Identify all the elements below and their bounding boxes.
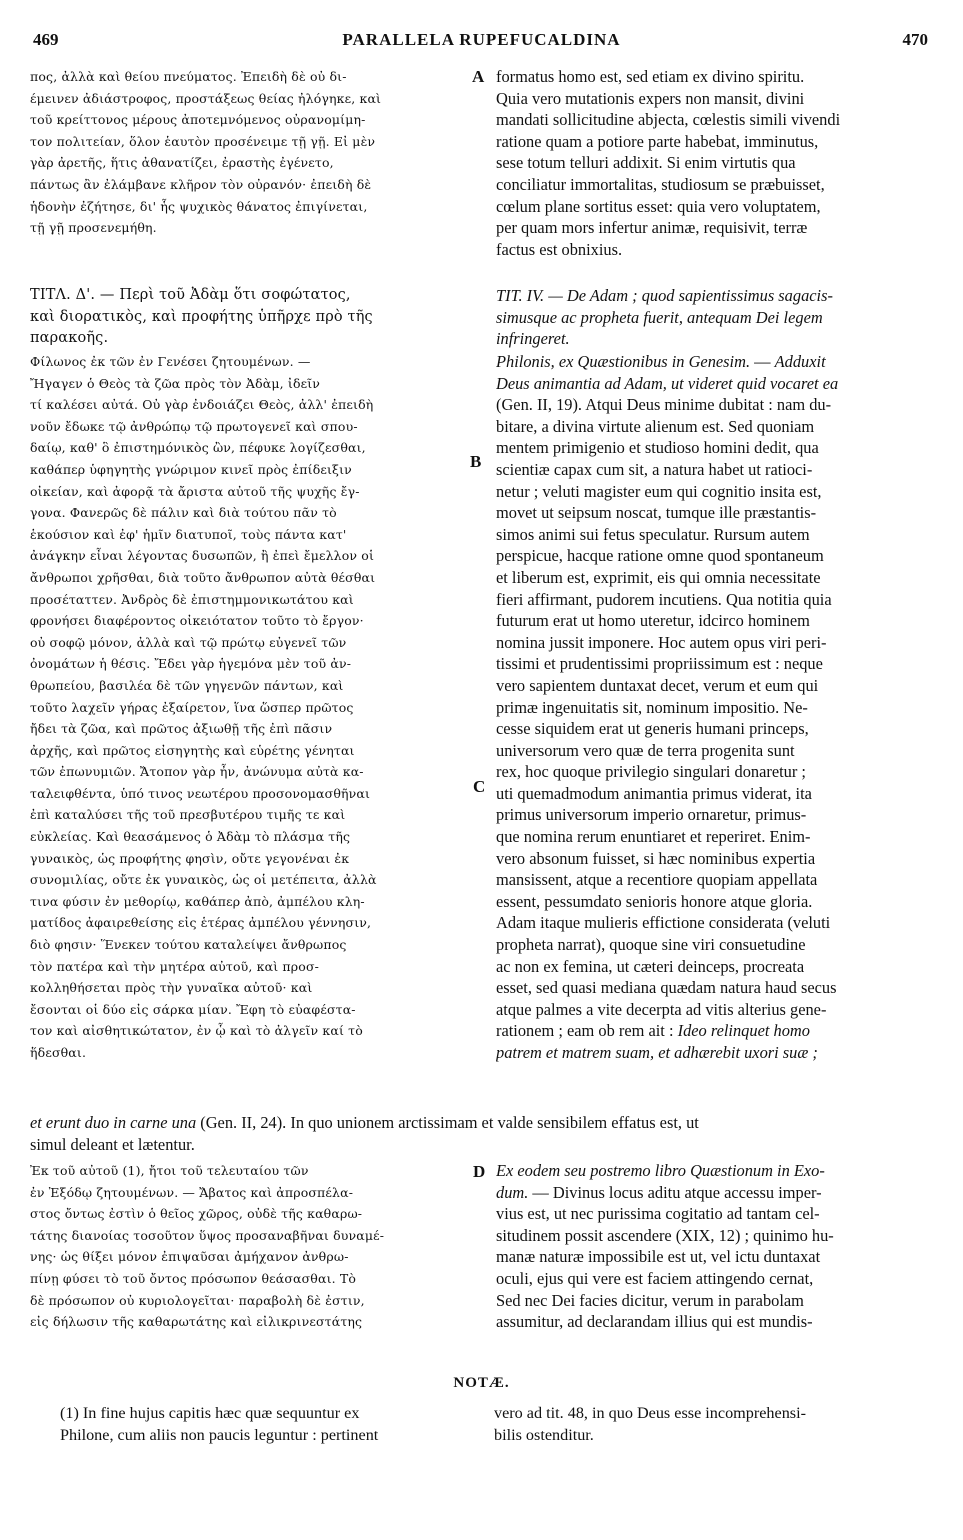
- text-line: Adam itaque mulieris effictione considerata (veluti: [496, 913, 831, 933]
- text-line: primæ ingenuitatis sit, nominum impositio. Ne-: [496, 697, 808, 717]
- text-line: συνομιλίας, οὔτε ἐκ γυναικὸς, ὡς οἱ μετέπειτα, ἀλλὰ: [30, 872, 377, 888]
- text-line: perspicue, hacque ratione omne quod spontaneum: [496, 546, 824, 566]
- text-line: atque palmes a vite decerpta ad vitis alterius gene-: [496, 999, 827, 1019]
- section-marker-c: C: [473, 777, 486, 796]
- text-line: situdinem possit ascendere (XIX, 12) ; quinimo hu-: [496, 1225, 834, 1245]
- text-line: Ἤγαγεν ὁ Θεὸς τὰ ζῶα πρὸς τὸν Ἀδὰμ, ἰδεῖν: [30, 375, 321, 391]
- text-line: πάντως ἂν ἐλάμβανε κλῆρον τὸν οὐρανόν· ἐπειδὴ δὲ: [30, 176, 372, 192]
- text-line: ΤΙΤΛ. Δ'. — Περὶ τοῦ Ἀδὰμ ὅτι σοφώτατος,: [30, 287, 351, 303]
- text-line: τινα φύσιν ἐν μεθορίῳ, καθάπερ ἀπὸ, ἀμπέλου κλη-: [30, 893, 365, 909]
- text-line: vius est, ut nec purissima cogitatio ad tantam cel-: [496, 1204, 820, 1224]
- page-number-left: 469: [33, 30, 59, 49]
- text-line: ac non ex femina, ut cæteri deinceps, procreata: [496, 956, 805, 976]
- text-line: φρονήσει διαφέροντος οἰκειότατον τοῦτο τὸ ἔργον·: [30, 613, 364, 629]
- text-line: scientiæ capax cum sit, a natura habet ut ratioci-: [496, 459, 813, 479]
- text-line: δὲ πρόσωπον οὐ κυριολογεῖται· παραβολὴ δὲ ἐστιν,: [30, 1292, 365, 1308]
- text-line: simul deleant et lætentur.: [30, 1134, 195, 1154]
- notes-heading: NOTÆ.: [453, 1375, 510, 1391]
- text-line: TIT. IV. — De Adam ; quod sapientissimus sagacis-: [496, 286, 833, 305]
- text-line: ἐν Ἐξόδῳ ζητουμένων. — Ἄβατος καὶ ἀπροσπέλα-: [30, 1184, 354, 1200]
- text-line: ἥδεσθαι.: [30, 1045, 87, 1060]
- text-line: netur ; veluti magister eum qui cognitio insita est,: [496, 481, 822, 501]
- latin-column-top: [496, 66, 931, 260]
- text-line: τοῦτο λαχεῖν γήρας ἐξαίρετον, ἵνα ὥσπερ πρῶτος: [30, 699, 354, 715]
- greek-column-top: [30, 66, 466, 239]
- text-line: infringeret.: [496, 329, 570, 349]
- text-line: factus est obnixius.: [496, 239, 623, 259]
- text-line: οἰκείαν, καὶ ἀφορᾷ τὰ ἄριστα αὐτοῦ τῆς ψυχῆς ἔγ-: [30, 483, 360, 499]
- text-line: mandati sollicitudine abjecta, cœlestis simili vivendi: [496, 110, 841, 130]
- text-line: προσέταττεν. Ἀνδρὸς δὲ ἐπιστημμονικωτάτου καὶ: [30, 591, 354, 607]
- text-line: τί καλέσει αὐτά. Οὐ γὰρ ἐνδοιάζει Θεὸς, ἀλλ' ἐπειδὴ: [30, 397, 374, 413]
- text-line: τον πολιτείαν, ὅλον ἑαυτὸν προσένειμε τῇ γῇ. Εἰ μὲν: [30, 133, 376, 149]
- text-line: Philonis, ex Quæstionibus in Genesim. — Adduxit: [496, 352, 826, 371]
- text-line: uti quemadmodum animantia primus viderat, ita: [496, 783, 812, 803]
- text-line: que nomina rerum enuntiaret et reperiret. Enim-: [496, 827, 811, 847]
- text-line: primus universorum imperio ornaretur, primus-: [496, 805, 807, 825]
- text-line: mansissent, atque a recentiore quopiam appellata: [496, 870, 818, 890]
- text-line: ἀνάγκην εἶναι λέγοντας δυσωπῶν, ἢ ἐπεὶ ἔμελλον οἱ: [30, 548, 375, 564]
- text-line: ἡδονὴν ἐζήτησε, δι' ἧς ψυχικὸς θάνατος ἐπιγίνεται,: [30, 198, 368, 214]
- text-line: Quia vero mutationis expers non mansit, divini: [496, 88, 805, 108]
- latin-column-bottom: [496, 1160, 931, 1333]
- text-line: manæ naturæ impossibile est ut, vel ictu duntaxat: [496, 1247, 821, 1267]
- text-line: (1) In fine hujus capitis hæc quæ sequuntur ex: [60, 1404, 360, 1422]
- section-marker-b: B: [470, 452, 482, 471]
- text-line: Ἐκ τοῦ αὐτοῦ (1), ἤτοι τοῦ τελευταίου τῶν: [30, 1163, 309, 1178]
- text-line: tissimi et prudentissimi propriissimum est : neque: [496, 654, 823, 674]
- text-line: propheta narrat), quoque sine viri consuetudine: [496, 935, 806, 955]
- greek-column-main: [30, 351, 466, 1064]
- text-line: vero absonum fuisset, si hæc nominibus expertia: [496, 848, 816, 868]
- text-line: ἤδει τὰ ζῶα, καὶ πρῶτος ἀξιωθῇ τῆς ἐπὶ πᾶσιν: [30, 721, 333, 737]
- text-line: πίνῃ φύσει τὸ τοῦ ὄντος πρόσωπον θεάσασθαι. Τὸ: [30, 1270, 357, 1286]
- text-line: Sed nec Dei facies dicitur, verum in parabolam: [496, 1290, 804, 1310]
- text-line: δαίῳ, καθ' ὃ ἐπιστημόνικὸς ὢν, πέφυκε λογίζεσθαι,: [30, 440, 366, 456]
- text-line: patrem et matrem suam, et adhærebit uxori suæ ;: [496, 1043, 818, 1062]
- text-line: γὰρ ἀρετῆς, ἥτις ἀθανατίζει, ἐραστὴς ἐγένετο,: [30, 155, 334, 171]
- text-line: ἐπὶ καταλύσει τῆς τοῦ πρεσβυτέρου τιμῆς τε καὶ: [30, 807, 346, 823]
- text-line: cesse siquidem erat ut generis humani princeps,: [496, 719, 809, 739]
- text-line: cœlum plane sortitus esset: quia vero voluptatem,: [496, 196, 821, 216]
- greek-title: [30, 285, 466, 350]
- text-line: εἰς δήλωσιν τῆς καθαρωτάτης καὶ εἰλικρινεστάτης: [30, 1314, 363, 1330]
- full-width-text: [30, 1112, 930, 1155]
- text-line: πος, ἀλλὰ καὶ θείου πνεύματος. Ἐπειδὴ δὲ οὐ δι-: [30, 69, 347, 84]
- text-line: nomina jussit imponere. Hoc autem opus viri peri-: [496, 632, 827, 652]
- text-line: Ex eodem seu postremo libro Quæstionum in Exo-: [496, 1161, 825, 1180]
- text-line: simusque ac propheta fuerit, antequam Dei legem: [496, 307, 823, 327]
- text-line: κολληθήσεται πρὸς τὴν γυναῖκα αὐτοῦ· καὶ: [30, 980, 313, 996]
- text-line: καθάπερ ὑφηγητὴς γνώριμον κινεῖ πρὸς ἐπίδειξιν: [30, 461, 352, 477]
- text-line: oculi, ejus qui vere est faciem attingendo cernat,: [496, 1268, 814, 1288]
- text-line: vero sapientem duntaxat decet, verum et eum qui: [496, 675, 819, 695]
- text-line: universorum vero quæ de terra progenita sunt: [496, 740, 795, 760]
- text-line: essent, pessumdato senioris honore atque gloria.: [496, 891, 813, 911]
- text-line: mentem primigenio et studioso homini dedit, qua: [496, 438, 819, 458]
- text-line: τὸν πατέρα καὶ τὴν μητέρα αὐτοῦ, καὶ προσ-: [30, 958, 319, 974]
- text-line: θρωπείου, βασιλέα δὲ τῶν γηγενῶν πάντων, καὶ: [30, 677, 344, 693]
- text-line: γονα. Φανερῶς δὲ πάλιν καὶ διὰ τούτου πᾶν τὸ: [30, 505, 337, 521]
- text-line: διὸ φησιν· Ἕνεκεν τούτου καταλείψει ἄνθρωπος: [30, 937, 347, 953]
- text-line: ἄνθρωποι χρῆσθαι, διὰ τοῦτο ἄνθρωπον αὐτὰ θέσθαι: [30, 569, 376, 585]
- text-line: et liberum est, exprimit, eis qui omnia necessitate: [496, 567, 821, 587]
- text-line: ματίδος ἀφαιρεθείσης εἰς ἑτέρας ἀμπέλου γέννησιν,: [30, 915, 372, 931]
- text-line: οὐ σοφῷ μόνον, ἀλλὰ καὶ τῷ πρώτῳ εὐγενεῖ τῶν: [30, 634, 347, 650]
- text-line: γυναικὸς, ὡς προφήτης φησὶν, οὔτε γεγονέναι ἐκ: [30, 850, 350, 866]
- text-line: bilis ostenditur.: [494, 1425, 594, 1444]
- latin-title: [496, 285, 931, 350]
- note-right: [494, 1403, 934, 1446]
- text-line: Philone, cum aliis non paucis leguntur : pertinent: [60, 1425, 379, 1444]
- text-line: per quam mors infertur animæ, requisivit, terræ: [496, 218, 808, 238]
- text-line: esset, sed quasi mediana quædam natura haud secus: [496, 978, 837, 998]
- text-line: τον καὶ αἰσθητικώτατον, ἐν ᾧ καὶ τὸ ἀλγεῖν καί τὸ: [30, 1023, 363, 1039]
- text-line: bitare, a divina virtute alienum est. Sed quoniam: [496, 416, 815, 436]
- section-marker-a: A: [472, 67, 485, 86]
- text-line: τῇ γῇ προσενεμήθη.: [30, 220, 157, 236]
- text-line: ἔσονται οἱ δύο εἰς σάρκα μίαν. Ἔφη τὸ εὐαφέστα-: [30, 1001, 356, 1017]
- latin-column-main: [496, 351, 931, 1064]
- text-line: στος ὄντως ἐστὶν ὁ θεῖος χῶρος, οὐδὲ τῆς καθαρω-: [30, 1206, 363, 1222]
- text-line: Φίλωνος ἐκ τῶν ἐν Γενέσει ζητουμένων. —: [30, 354, 311, 369]
- text-line: (Gen. II, 19). Atqui Deus minime dubitat : nam du-: [496, 395, 832, 415]
- text-line: Deus animantia ad Adam, ut videret quid vocaret ea: [496, 373, 839, 393]
- text-line: conciliatur immortalitas, studiosum se præbuisset,: [496, 174, 825, 194]
- text-line: τοῦ κρείττονος μέρους ἀποτεμνόμενος οὐρανομίμη-: [30, 112, 366, 128]
- text-line: formatus homo est, sed etiam ex divino spiritu.: [496, 67, 805, 86]
- text-line: dum. — Divinus locus aditu atque accessu imper-: [496, 1182, 822, 1202]
- text-line: νης· ὡς θίξει μόνον ἐπιψαῦσαι ἀμήχανον ἀνθρω-: [30, 1249, 349, 1265]
- text-line: ταλειφθέντα, ὑπό τινος νεωτέρου προσονομασθῆναι: [30, 785, 371, 801]
- text-line: ratione quam a potiore parte habebat, imminutus,: [496, 131, 819, 151]
- text-line: έμεινεν ἀδιάστροφος, προστάξεως θείας ἠλόγηκε, καὶ: [30, 90, 382, 106]
- text-line: ὀνομάτων ἡ θέσις. Ἔδει γὰρ ἡγεμόνα μὲν τοῦ ἀν-: [30, 656, 352, 672]
- section-marker-d: D: [473, 1162, 486, 1181]
- text-line: simos animi sui fetus speculatur. Rursum autem: [496, 524, 810, 544]
- text-line: fieri affirmant, pudorem incutiens. Qua notitia quia: [496, 589, 832, 609]
- text-line: ἀρχῆς, καὶ πρῶτος εἰσηγητὴς καὶ εὑρέτης γένηται: [30, 742, 355, 758]
- page-number-right: 470: [902, 30, 928, 49]
- text-line: τάτης διανοίας τοσοῦτον ὕψος προσαναβῆναι δυναμέ-: [30, 1227, 385, 1243]
- text-line: futurum erat ut homo uteretur, idcirco hominem: [496, 611, 810, 631]
- text-line: ἑκούσιον καὶ ἐφ' ἡμῖν διατυποῖ, τοὺς πάντα κατ': [30, 526, 347, 542]
- text-line: vero ad tit. 48, in quo Deus esse incomprehensi-: [494, 1404, 806, 1422]
- text-line: rex, hoc quoque privilegio singulari donaretur ;: [496, 762, 806, 782]
- text-line: καὶ διορατικὸς, καὶ προφήτης ὑπῆρχε πρὸ τῆς: [30, 308, 373, 325]
- text-line: νοῦν ἔδωκε τῷ ἀνθρώπῳ τῷ πρωτογενεῖ καὶ σπου-: [30, 418, 358, 434]
- note-left: [60, 1403, 480, 1446]
- text-line: sese totum telluri addixit. Si enim virtutis qua: [496, 153, 796, 173]
- text-line: assumitur, ad declarandam illius qui est mundis-: [496, 1312, 813, 1332]
- text-line: movet ut seipsum noscat, tumque ille præstantis-: [496, 503, 817, 523]
- text-line: rationem ; eam ob rem ait : Ideo relinquet homo: [496, 1021, 810, 1041]
- running-title: PARALLELA RUPEFUCALDINA: [342, 30, 621, 49]
- text-line: τῶν ἐπωνυμιῶν. Ἄτοπον γὰρ ἦν, ἀνώνυμα αὐτὰ κα-: [30, 764, 364, 780]
- text-line: παρακοῆς.: [30, 330, 109, 347]
- text-line: et erunt duo in carne una (Gen. II, 24). In quo unionem arctissimam et valde sensibilem effatus est, ut: [30, 1113, 699, 1132]
- greek-column-bottom: [30, 1160, 466, 1333]
- text-line: εὐκλείας. Καὶ θεασάμενος ὁ Ἀδὰμ τὸ πλάσμα τῆς: [30, 829, 351, 845]
